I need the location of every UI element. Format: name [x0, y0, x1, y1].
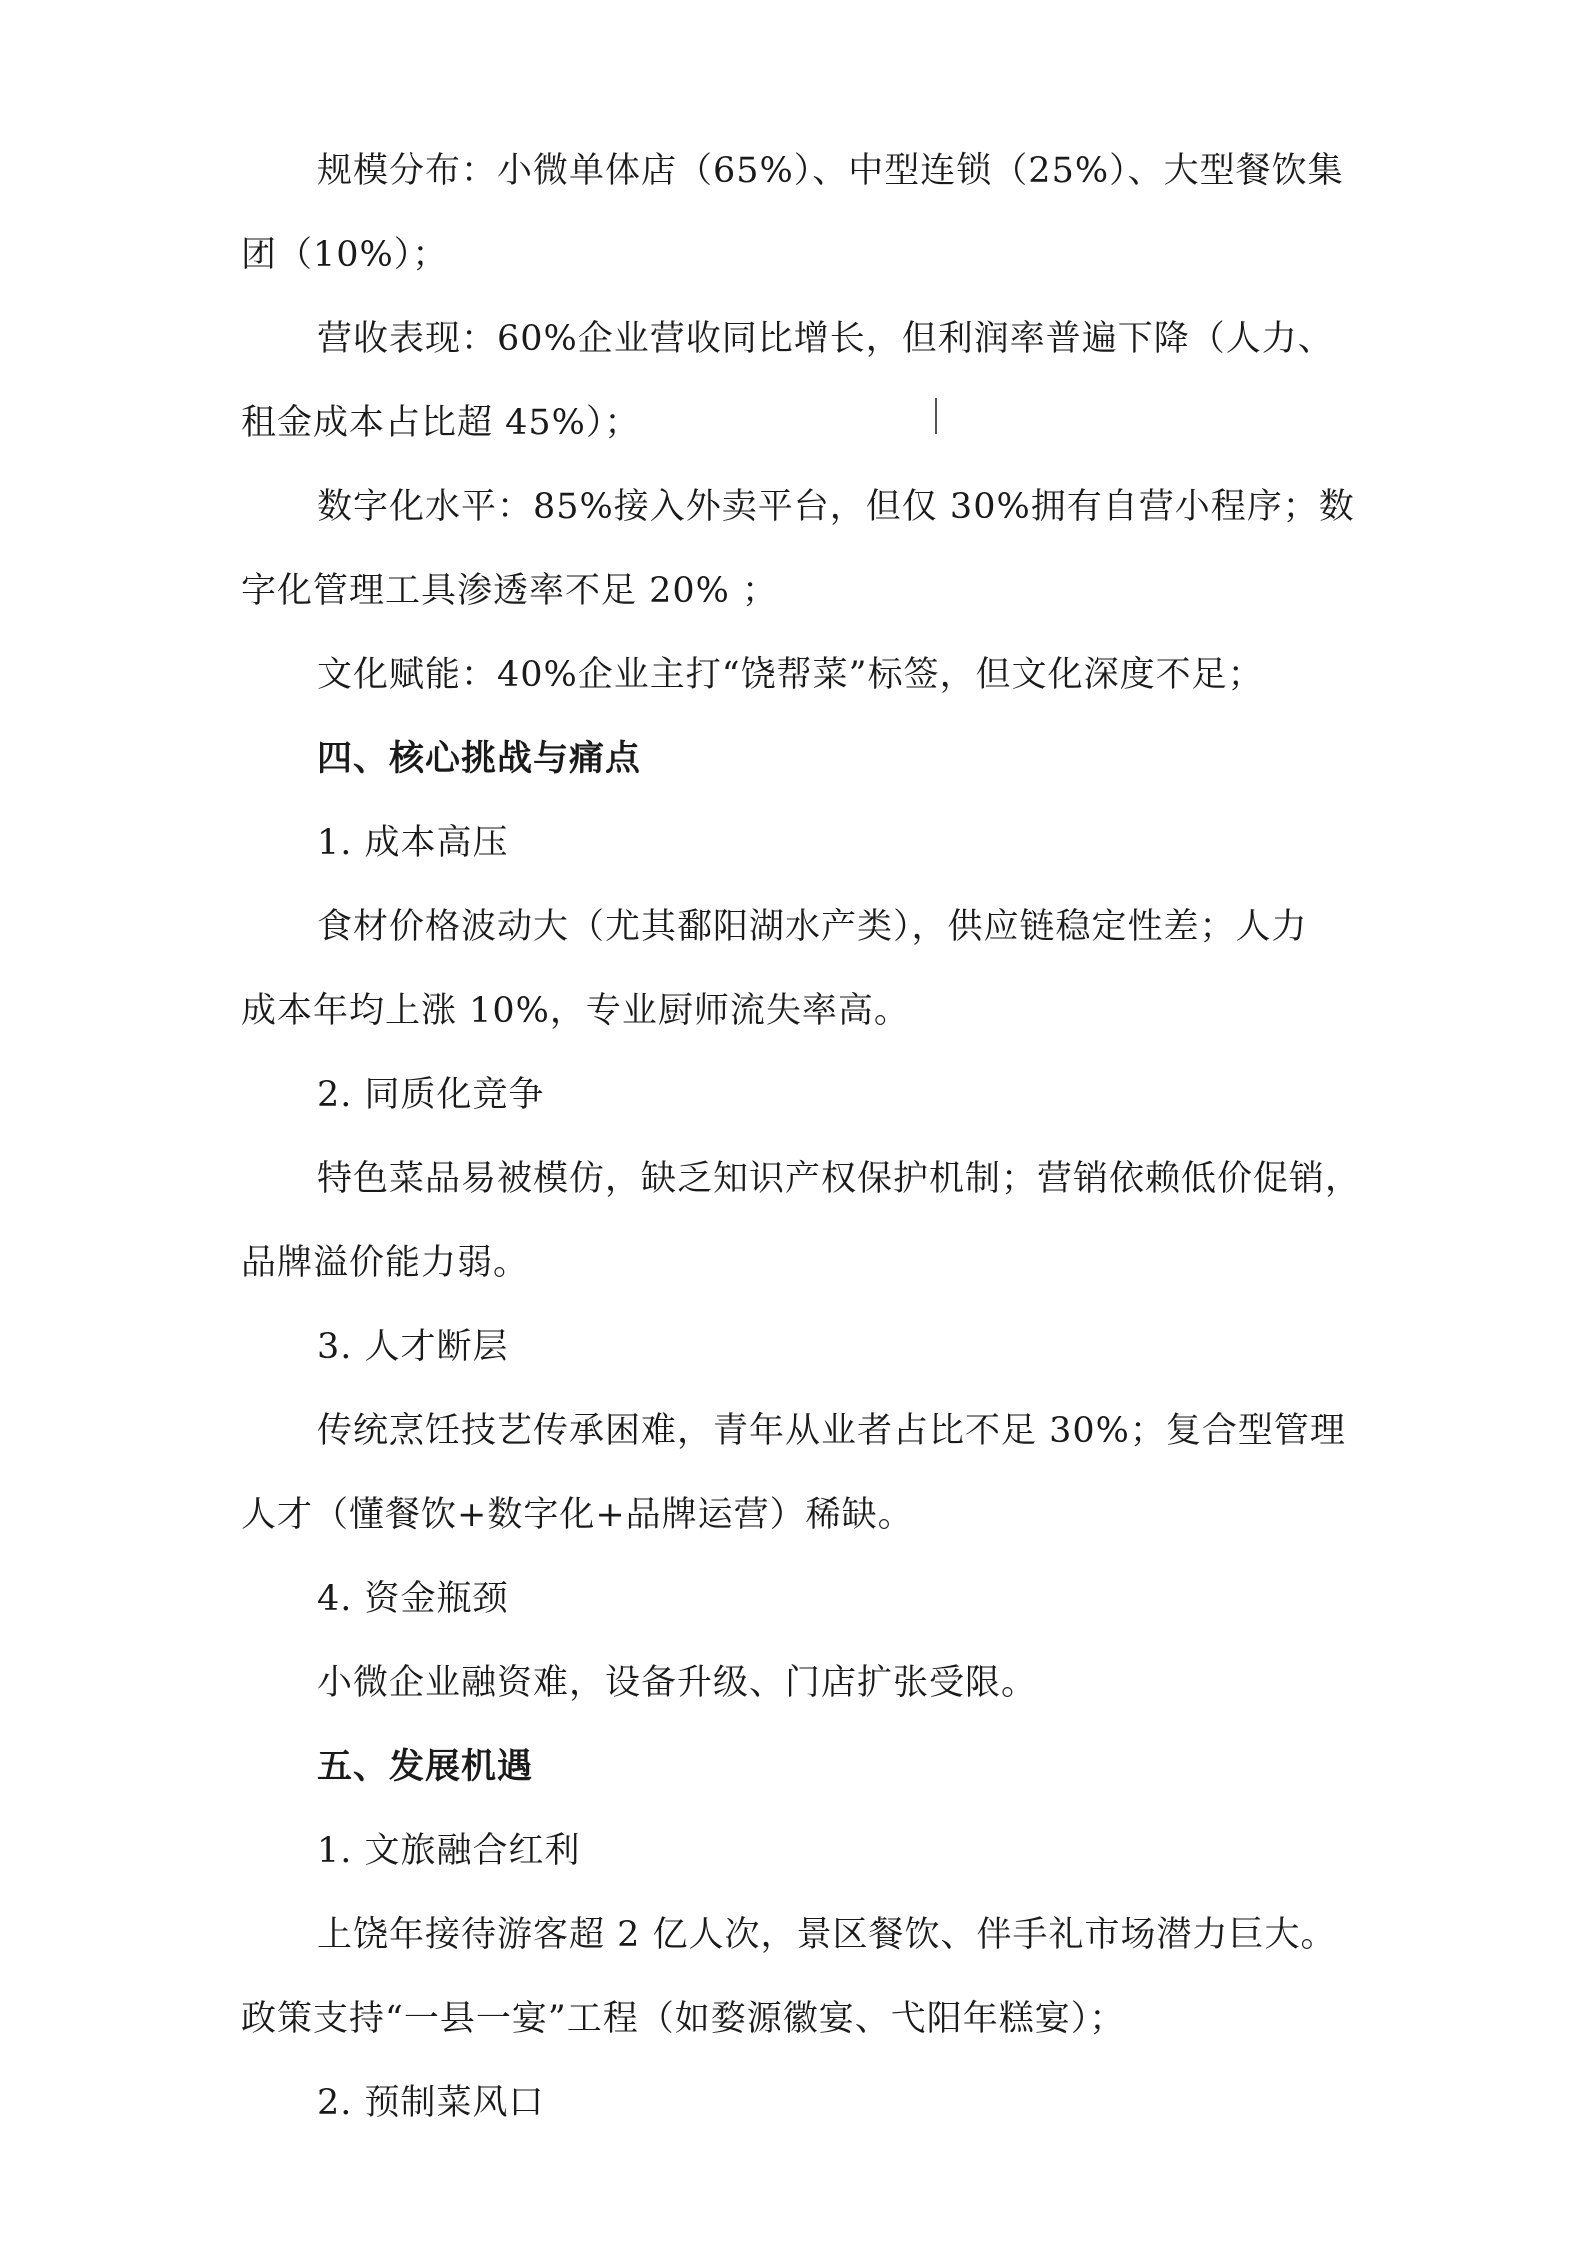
text-line-culture: 文化赋能：40%企业主打“饶帮菜”标签，但文化深度不足； — [317, 655, 1264, 695]
text-line-funding: 小微企业融资难，设备升级、门店扩张受限。 — [317, 1663, 1038, 1703]
text-line-talent: 传统烹饪技艺传承困难，青年从业者占比不足 30%；复合型管理 — [317, 1411, 1346, 1451]
text-line-talent-cont: 人才（懂餐饮+数字化+品牌运营）稀缺。 — [241, 1495, 914, 1535]
text-line-digital: 数字化水平：85%接入外卖平台，但仅 30%拥有自营小程序；数 — [317, 487, 1355, 527]
text-line-tourism: 上饶年接待游客超 2 亿人次，景区餐饮、伴手礼市场潜力巨大。 — [317, 1915, 1337, 1955]
subheading-tourism-dividend: 1. 文旅融合红利 — [317, 1831, 581, 1871]
text-line-tourism-cont: 政策支持“一县一宴”工程（如婺源徽宴、弋阳年糕宴）； — [241, 1999, 1126, 2039]
text-line-scale-distribution: 规模分布：小微单体店（65%）、中型连锁（25%）、大型餐饮集 — [317, 151, 1344, 191]
text-line-digital-cont: 字化管理工具渗透率不足 20% ； — [241, 571, 779, 611]
subheading-prepared-food: 2. 预制菜风口 — [317, 2083, 545, 2123]
subheading-funding-bottleneck: 4. 资金瓶颈 — [317, 1579, 509, 1619]
text-line-revenue-cont: 租金成本占比超 45%）； — [241, 403, 641, 443]
text-line-scale-distribution-cont: 团（10%）； — [241, 235, 449, 275]
text-line-cost: 食材价格波动大（尤其鄱阳湖水产类），供应链稳定性差；人力 — [317, 907, 1308, 947]
text-line-cost-cont: 成本年均上涨 10%，专业厨师流失率高。 — [241, 991, 910, 1031]
subheading-talent-gap: 3. 人才断层 — [317, 1327, 509, 1367]
text-line-competition: 特色菜品易被模仿，缺乏知识产权保护机制；营销依赖低价促销， — [317, 1159, 1362, 1199]
text-line-revenue: 营收表现：60%企业营收同比增长，但利润率普遍下降（人力、 — [317, 319, 1334, 359]
subheading-homogeneous-competition: 2. 同质化竞争 — [317, 1075, 545, 1115]
text-line-competition-cont: 品牌溢价能力弱。 — [241, 1243, 530, 1283]
text-cursor — [935, 398, 937, 434]
subheading-cost-pressure: 1. 成本高压 — [317, 823, 509, 863]
section-heading-opportunities: 五、发展机遇 — [317, 1746, 534, 1787]
section-heading-challenges: 四、核心挑战与痛点 — [317, 738, 642, 779]
